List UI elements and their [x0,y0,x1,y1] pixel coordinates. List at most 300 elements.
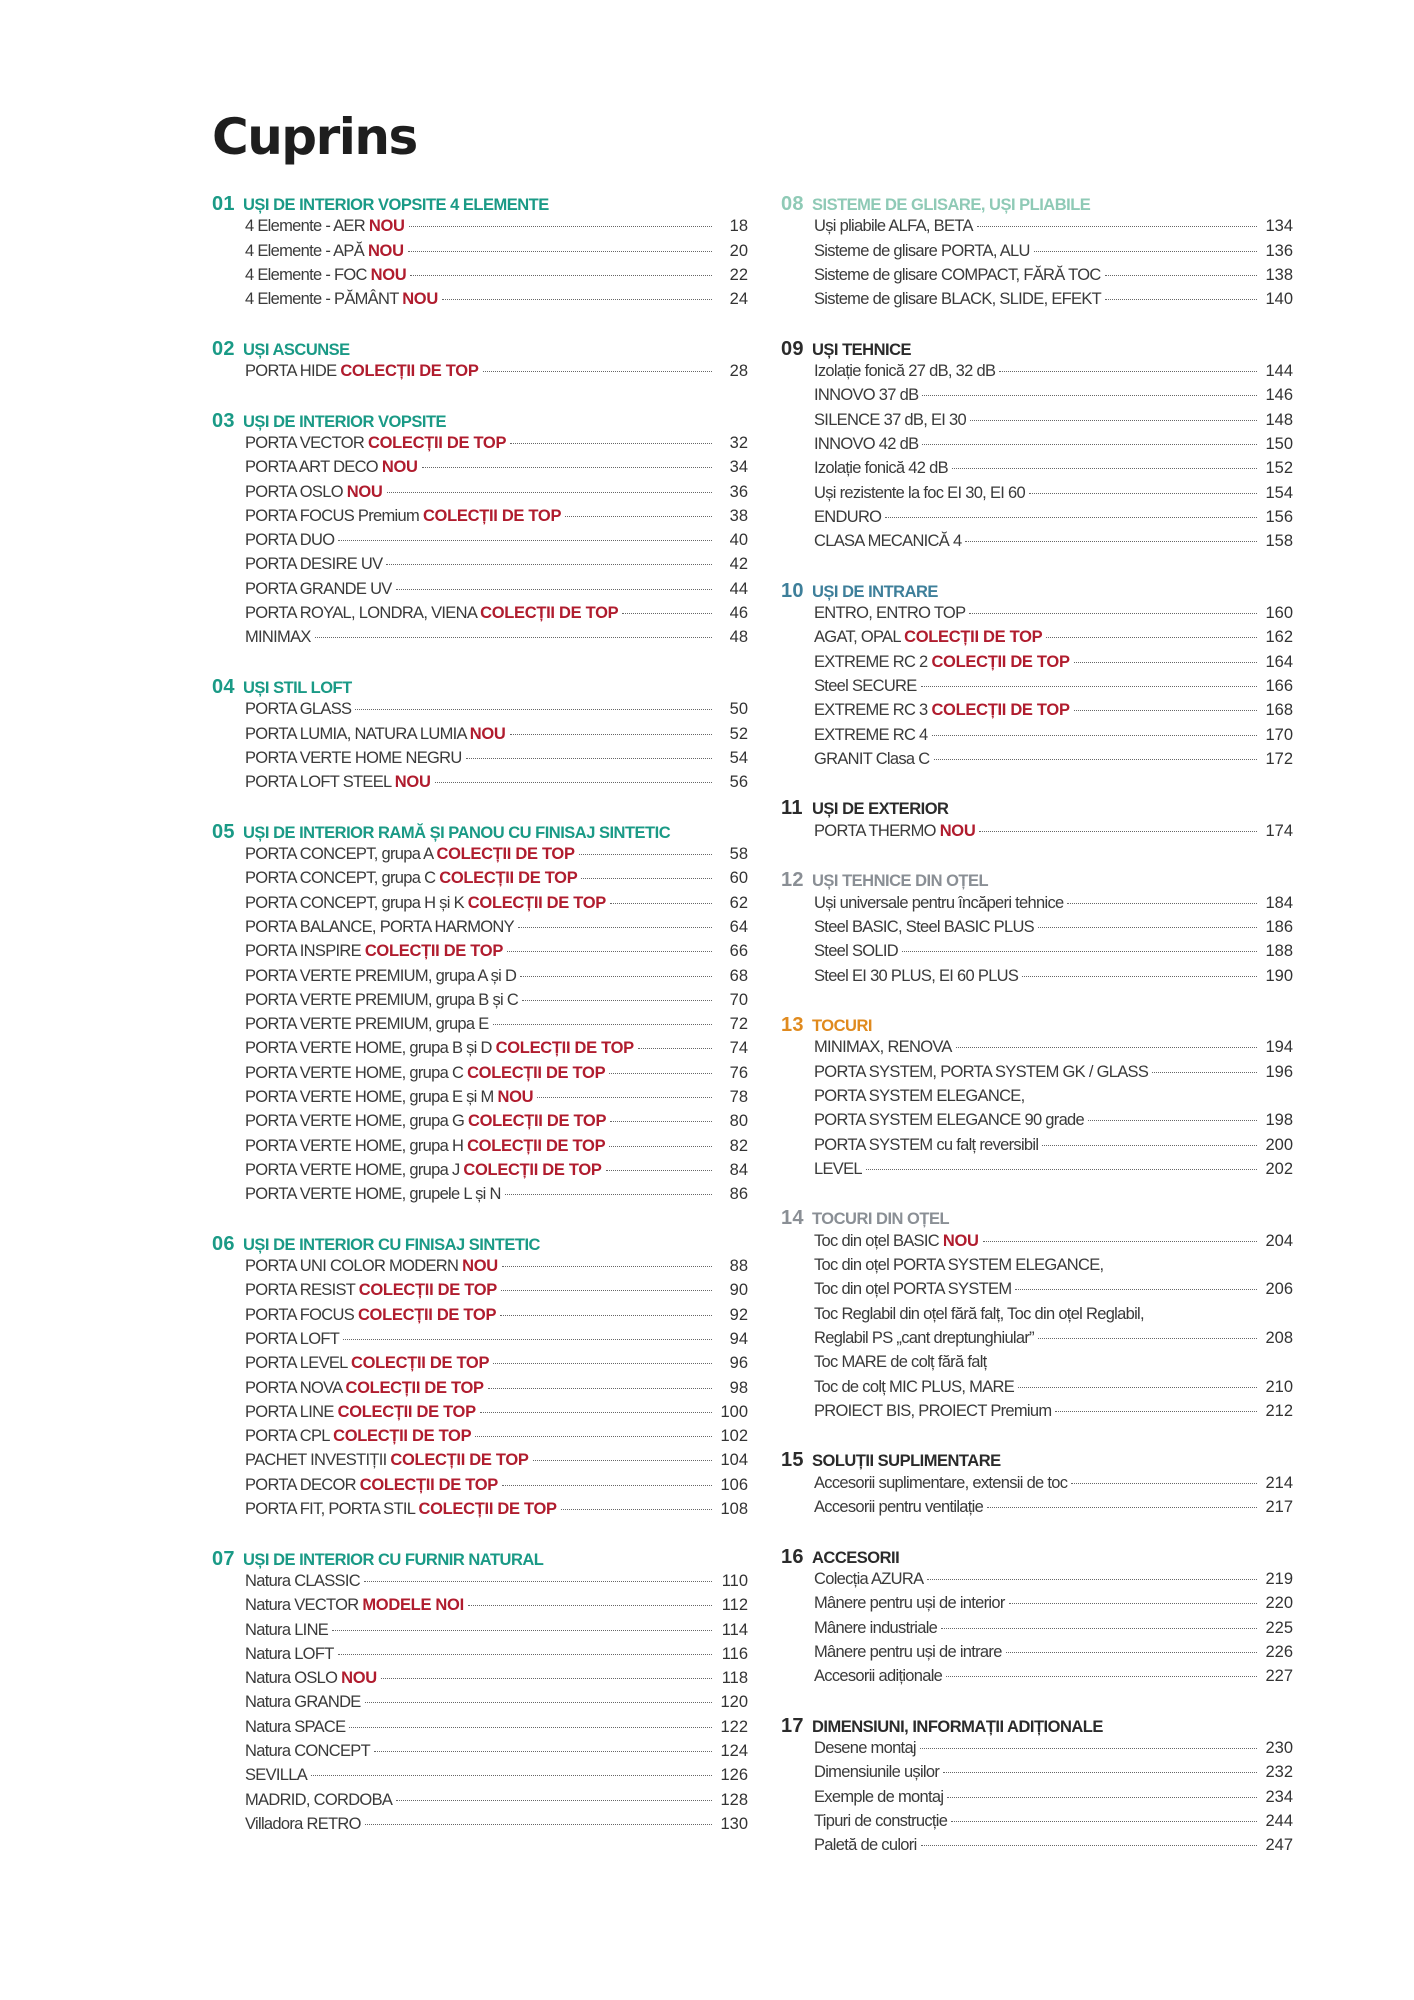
section-number: 04 [212,675,235,698]
toc-entry[interactable] [212,845,748,869]
entry-title: PORTA INSPIRE [245,942,361,961]
page-number: 190 [1265,966,1293,985]
toc-entry[interactable] [212,773,748,797]
entry-label [814,1667,942,1686]
entry-label [245,1015,489,1034]
entry-title: PORTA LOFT [245,1329,340,1348]
toc-entry[interactable] [781,628,1293,652]
toc-entry[interactable] [212,1185,748,1209]
entry-title: 4 Elemente - APĂ [245,241,365,260]
toc-entry[interactable] [781,459,1293,483]
dot-leader [480,1412,712,1413]
toc-entry[interactable] [781,1570,1293,1594]
toc-entry[interactable] [212,1064,748,1088]
dot-leader [866,1169,1257,1170]
entry-label [814,967,1018,986]
toc-entry[interactable] [212,1476,748,1500]
page-number: 196 [1265,1062,1293,1081]
entry-title: INNOVO 37 dB [814,386,919,405]
toc-entry[interactable] [781,242,1293,266]
entry-label [245,580,392,599]
toc-entry[interactable] [781,386,1293,410]
page-number: 148 [1265,410,1293,429]
toc-entry[interactable] [781,1739,1293,1763]
toc-entry[interactable] [212,749,748,773]
toc-entry[interactable] [212,700,748,724]
toc-entry[interactable] [212,604,748,628]
dot-leader [493,1363,712,1364]
entry-title: CLASA MECANICĂ 4 [814,532,962,551]
entry-label [814,822,975,841]
entry-title: PORTA FOCUS [245,1305,355,1324]
toc-entry[interactable] [781,604,1293,628]
entry-title: PORTA CONCEPT, grupa H și K [245,893,464,912]
entry-label [814,1498,983,1517]
entry-label [245,1257,498,1276]
page-number: 122 [720,1717,748,1736]
entry-label [814,290,1101,309]
entry-title: PORTA LINE [245,1402,334,1421]
section-header[interactable] [212,338,748,362]
page-number: 138 [1265,265,1293,284]
dot-leader [622,613,712,614]
section-header[interactable] [781,1207,1293,1231]
toc-entry[interactable] [212,1718,748,1742]
page-number: 226 [1265,1642,1293,1661]
page-number: 234 [1265,1787,1293,1806]
entry-badge: MODELE NOI [362,1596,464,1615]
toc-entry[interactable] [212,942,748,966]
toc-entry[interactable] [781,1038,1293,1062]
toc-entry[interactable] [212,1306,748,1330]
page-number: 100 [720,1402,748,1421]
entry-label [814,1232,979,1251]
toc-entry[interactable] [781,894,1293,918]
entry-title: Steel BASIC, Steel BASIC PLUS [814,917,1034,936]
entry-label [245,1330,339,1349]
entry-label [245,967,516,986]
entry-title: PORTA VERTE HOME, grupa C [245,1063,464,1082]
entry-badge: COLECȚII DE TOP [358,1281,497,1300]
toc-section [212,410,748,653]
toc-section [781,193,1293,314]
dot-leader [920,1748,1257,1749]
dot-leader [488,1388,712,1389]
entry-badge: NOU [939,821,976,840]
toc-entry[interactable] [212,725,748,749]
toc-entry[interactable] [781,1063,1293,1087]
toc-section [781,1014,1293,1184]
toc-entry[interactable] [212,507,748,531]
section-title: UȘI DE EXTERIOR [812,800,949,819]
page-number: 130 [720,1814,748,1833]
entry-title: Izolație fonică 42 dB [814,459,948,478]
page-number: 104 [720,1451,748,1470]
toc-entry[interactable] [212,1451,748,1475]
section-title: SISTEME DE GLISARE, UȘI PLIABILE [812,196,1091,214]
toc-entry[interactable] [212,580,748,604]
page-number: 150 [1265,434,1293,453]
dot-leader [1006,1652,1257,1653]
dot-leader [1074,662,1257,663]
toc-entry[interactable] [781,822,1293,846]
toc-entry[interactable] [212,1572,748,1596]
entry-label [245,1161,602,1180]
dot-leader [435,782,712,783]
dot-leader [408,251,712,252]
entry-badge: COLECȚII DE TOP [337,1402,476,1421]
entry-label [245,1354,489,1373]
toc-entry[interactable] [781,1305,1293,1329]
entry-label [814,532,961,551]
toc-entry[interactable] [212,991,748,1015]
page-number: 34 [729,458,748,477]
entry-title: Steel SOLID [814,942,899,961]
page-number: 162 [1265,628,1293,647]
section-header[interactable] [781,869,1293,893]
page-number: 212 [1265,1401,1293,1420]
dot-leader [956,1047,1257,1048]
section-header[interactable] [781,1546,1293,1570]
toc-entry[interactable] [781,1378,1293,1402]
section-header[interactable] [212,821,748,845]
entry-title: PORTA OSLO [245,482,343,501]
entry-label [814,1063,1148,1082]
toc-entry[interactable] [781,1619,1293,1643]
toc-column-left [212,193,748,1862]
toc-entry[interactable] [212,1088,748,1112]
toc-entry[interactable] [212,1621,748,1645]
toc-entry[interactable] [212,1281,748,1305]
entry-label [814,1594,1005,1613]
entry-label [245,1766,307,1785]
dot-leader [332,1630,712,1631]
toc-entry[interactable] [212,1645,748,1669]
toc-entry[interactable] [212,1161,748,1185]
page-number: 28 [729,362,748,381]
section-header[interactable] [212,676,748,700]
page-number: 136 [1265,241,1293,260]
toc-entry[interactable] [212,1330,748,1354]
entry-label [814,918,1034,937]
toc-entry[interactable] [781,1402,1293,1426]
toc-entry[interactable] [781,918,1293,942]
section-header[interactable] [212,1548,748,1572]
toc-entry[interactable] [781,1160,1293,1184]
entry-badge: COLECȚII DE TOP [357,1305,497,1324]
entry-badge: NOU [469,724,506,743]
toc-entry[interactable] [212,290,748,314]
page-number: 166 [1265,676,1293,695]
toc-entry[interactable] [781,1474,1293,1498]
entry-label [814,653,1070,672]
entry-title: Exemple de montaj [814,1787,944,1806]
section-number: 12 [781,869,804,892]
toc-entry[interactable] [781,290,1293,314]
page-number: 102 [720,1427,748,1446]
section-header[interactable] [781,797,1293,821]
dot-leader [422,467,712,468]
page-number: 92 [729,1305,748,1324]
toc-entry[interactable] [212,1766,748,1790]
toc-entry[interactable] [781,1498,1293,1522]
toc-entry[interactable] [212,1596,748,1620]
entry-badge: COLECȚII DE TOP [931,701,1070,720]
toc-entry[interactable] [212,483,748,507]
toc-entry[interactable] [781,967,1293,991]
toc-entry[interactable] [212,266,748,290]
toc-entry[interactable] [781,1788,1293,1812]
dot-leader [315,637,712,638]
entry-label [814,1474,1067,1493]
dot-leader [483,371,712,372]
dot-leader [466,758,712,759]
dot-leader [349,1727,712,1728]
dot-leader [1029,493,1257,494]
section-title: ACCESORII [812,1548,900,1567]
toc-entry[interactable] [781,1329,1293,1353]
toc-entry[interactable] [212,1669,748,1693]
section-header[interactable] [212,193,748,217]
dot-leader [518,927,712,928]
toc-entry[interactable] [212,1039,748,1063]
toc-entry[interactable] [781,411,1293,435]
page-number: 38 [729,506,748,525]
entry-label [245,1718,345,1737]
entry-title: MINIMAX [245,628,311,647]
toc-entry[interactable] [212,918,748,942]
dot-leader [943,1772,1257,1773]
toc-entry[interactable] [212,1137,748,1161]
toc-entry[interactable] [781,508,1293,532]
section-header[interactable] [781,338,1293,362]
section-number: 17 [781,1714,804,1737]
entry-badge: COLECȚII DE TOP [495,1039,634,1058]
entry-title: PORTA VERTE PREMIUM, grupa A și D [245,966,517,985]
dot-leader [941,1628,1257,1629]
toc-entry[interactable] [781,435,1293,459]
toc-entry[interactable] [212,1354,748,1378]
entry-badge: NOU [394,773,431,792]
toc-entry[interactable] [212,1791,748,1815]
page-number: 156 [1265,507,1293,526]
toc-entry[interactable] [781,677,1293,701]
page-number: 217 [1265,1498,1293,1517]
entry-label [814,1643,1002,1662]
toc-entry[interactable] [781,1232,1293,1256]
page-number: 88 [729,1257,748,1276]
entry-label [814,1812,947,1831]
toc-entry[interactable] [212,531,748,555]
dot-leader [946,1676,1257,1677]
entry-label [245,845,575,864]
entry-badge: NOU [462,1257,498,1276]
toc-entry[interactable] [212,1379,748,1403]
dot-leader [977,226,1257,227]
toc-entry[interactable] [212,869,748,893]
dot-leader [510,734,712,735]
toc-entry[interactable] [781,1763,1293,1787]
dot-leader [468,1605,712,1606]
toc-entry[interactable] [212,1112,748,1136]
toc-entry[interactable] [781,484,1293,508]
toc-entry[interactable] [212,1500,748,1524]
toc-section [781,1207,1293,1426]
dot-leader [311,1775,712,1776]
entry-label [245,749,462,768]
toc-entry[interactable] [781,1836,1293,1860]
page-number: 225 [1265,1618,1293,1637]
toc-entry[interactable] [781,750,1293,774]
toc-entry[interactable] [212,242,748,266]
toc-entry[interactable] [212,1693,748,1717]
entry-badge: COLECȚII DE TOP [367,433,507,452]
entry-badge: COLECȚII DE TOP [350,1354,490,1373]
dot-leader [355,709,712,710]
entry-title: LEVEL [814,1159,862,1178]
dot-leader [902,951,1257,952]
toc-entry[interactable] [781,701,1293,725]
entry-badge: NOU [497,1087,534,1106]
toc-entry[interactable] [212,1015,748,1039]
toc-entry[interactable] [781,266,1293,290]
entry-title: Accesorii pentru ventilație [814,1498,984,1517]
toc-entry[interactable] [781,1136,1293,1160]
entry-title: Sisteme de glisare PORTA, ALU [814,241,1030,260]
entry-label [814,701,1070,720]
toc-entry[interactable] [212,1427,748,1451]
entry-label [245,773,431,792]
toc-entry[interactable] [212,1257,748,1281]
entry-title: PORTA CONCEPT, grupa A [245,845,433,864]
section-header[interactable] [781,1014,1293,1038]
entry-label [814,411,966,430]
entry-label [245,942,503,961]
section-header[interactable] [781,1715,1293,1739]
entry-title: Dimensiunile ușilor [814,1763,940,1782]
page-number: 164 [1265,652,1293,671]
toc-entry[interactable] [212,555,748,579]
page-number: 76 [729,1063,748,1082]
toc-entry[interactable] [781,1643,1293,1667]
entry-label [245,1742,370,1761]
entry-title: Natura GRANDE [245,1693,361,1712]
page-number: 172 [1265,749,1293,768]
dot-leader [1018,1387,1257,1388]
entry-title: Uși pliabile ALFA, BETA [814,217,973,236]
entry-label [245,918,514,937]
entry-title: PORTA GLASS [245,700,352,719]
section-number: 13 [781,1014,804,1037]
toc-entry[interactable] [212,1815,748,1839]
toc-section [781,1449,1293,1522]
toc-entry[interactable] [781,1667,1293,1691]
toc-entry[interactable] [212,967,748,991]
page-number: 62 [729,893,748,912]
page-number: 206 [1265,1280,1293,1299]
toc-entry[interactable] [781,1111,1293,1135]
toc-entry[interactable] [212,434,748,458]
dot-leader [1055,1411,1257,1412]
dot-leader [1046,637,1257,638]
entry-title: Villadora RETRO [245,1814,361,1833]
toc-entry[interactable] [781,726,1293,750]
dot-leader [609,1073,712,1074]
page-number: 116 [721,1644,748,1663]
toc-entry[interactable] [781,1087,1293,1111]
entry-label [814,677,917,696]
section-number: 14 [781,1207,804,1230]
entry-title: PORTA FOCUS Premium [245,506,420,525]
toc-entry[interactable] [781,653,1293,677]
page-number: 114 [721,1620,748,1639]
entry-title: INNOVO 42 dB [814,434,919,453]
dot-leader [969,613,1257,614]
entry-badge: COLECȚII DE TOP [439,869,578,888]
section-header[interactable] [781,1449,1293,1473]
toc-entry[interactable] [212,217,748,241]
section-number: 07 [212,1547,235,1570]
section-header[interactable] [781,193,1293,217]
toc-entry[interactable] [781,1594,1293,1618]
dot-leader [387,492,712,493]
page-number: 24 [729,290,748,309]
dot-leader [381,1678,712,1679]
dot-leader [885,517,1257,518]
section-header[interactable] [781,580,1293,604]
toc-section [781,338,1293,557]
page-number: 84 [729,1160,748,1179]
entry-badge: COLECȚII DE TOP [467,1136,606,1155]
dot-leader [1042,1145,1257,1146]
toc-entry[interactable] [212,362,748,386]
entry-label [814,217,973,236]
page-number: 134 [1265,217,1293,236]
page-number: 64 [729,917,748,936]
toc-entry[interactable] [781,1353,1293,1377]
section-header[interactable] [212,1233,748,1257]
toc-entry[interactable] [781,1256,1293,1280]
section-number: 11 [781,797,803,820]
entry-title: Colecția AZURA [814,1569,924,1588]
entry-label [245,362,479,381]
toc-entry[interactable] [781,1812,1293,1836]
toc-entry[interactable] [781,362,1293,386]
dot-leader [1071,1483,1257,1484]
entry-title: PORTA SYSTEM, PORTA SYSTEM GK / GLASS [814,1062,1149,1081]
entry-title: PORTA HIDE [245,362,337,381]
page-number: 186 [1265,917,1293,936]
dot-leader [533,1460,712,1461]
toc-entry[interactable] [781,942,1293,966]
section-title: TOCURI DIN OȚEL [812,1210,950,1229]
toc-entry[interactable] [212,458,748,482]
toc-entry[interactable] [781,532,1293,556]
dot-leader [1105,275,1257,276]
entry-title: SEVILLA [245,1766,308,1785]
toc-entry[interactable] [781,217,1293,241]
toc-entry[interactable] [212,628,748,652]
toc-entry[interactable] [212,1742,748,1766]
entry-title: PORTA LUMIA, NATURA LUMIA [245,724,466,743]
toc-entry[interactable] [212,1403,748,1427]
entry-title: Reglabil PS „cant dreptunghiular” [814,1328,1034,1347]
entry-title: PORTA CONCEPT, grupa C [245,869,436,888]
toc-entry[interactable] [212,894,748,918]
toc-entry[interactable] [781,1280,1293,1304]
dot-leader [979,831,1257,832]
section-header[interactable] [212,410,748,434]
